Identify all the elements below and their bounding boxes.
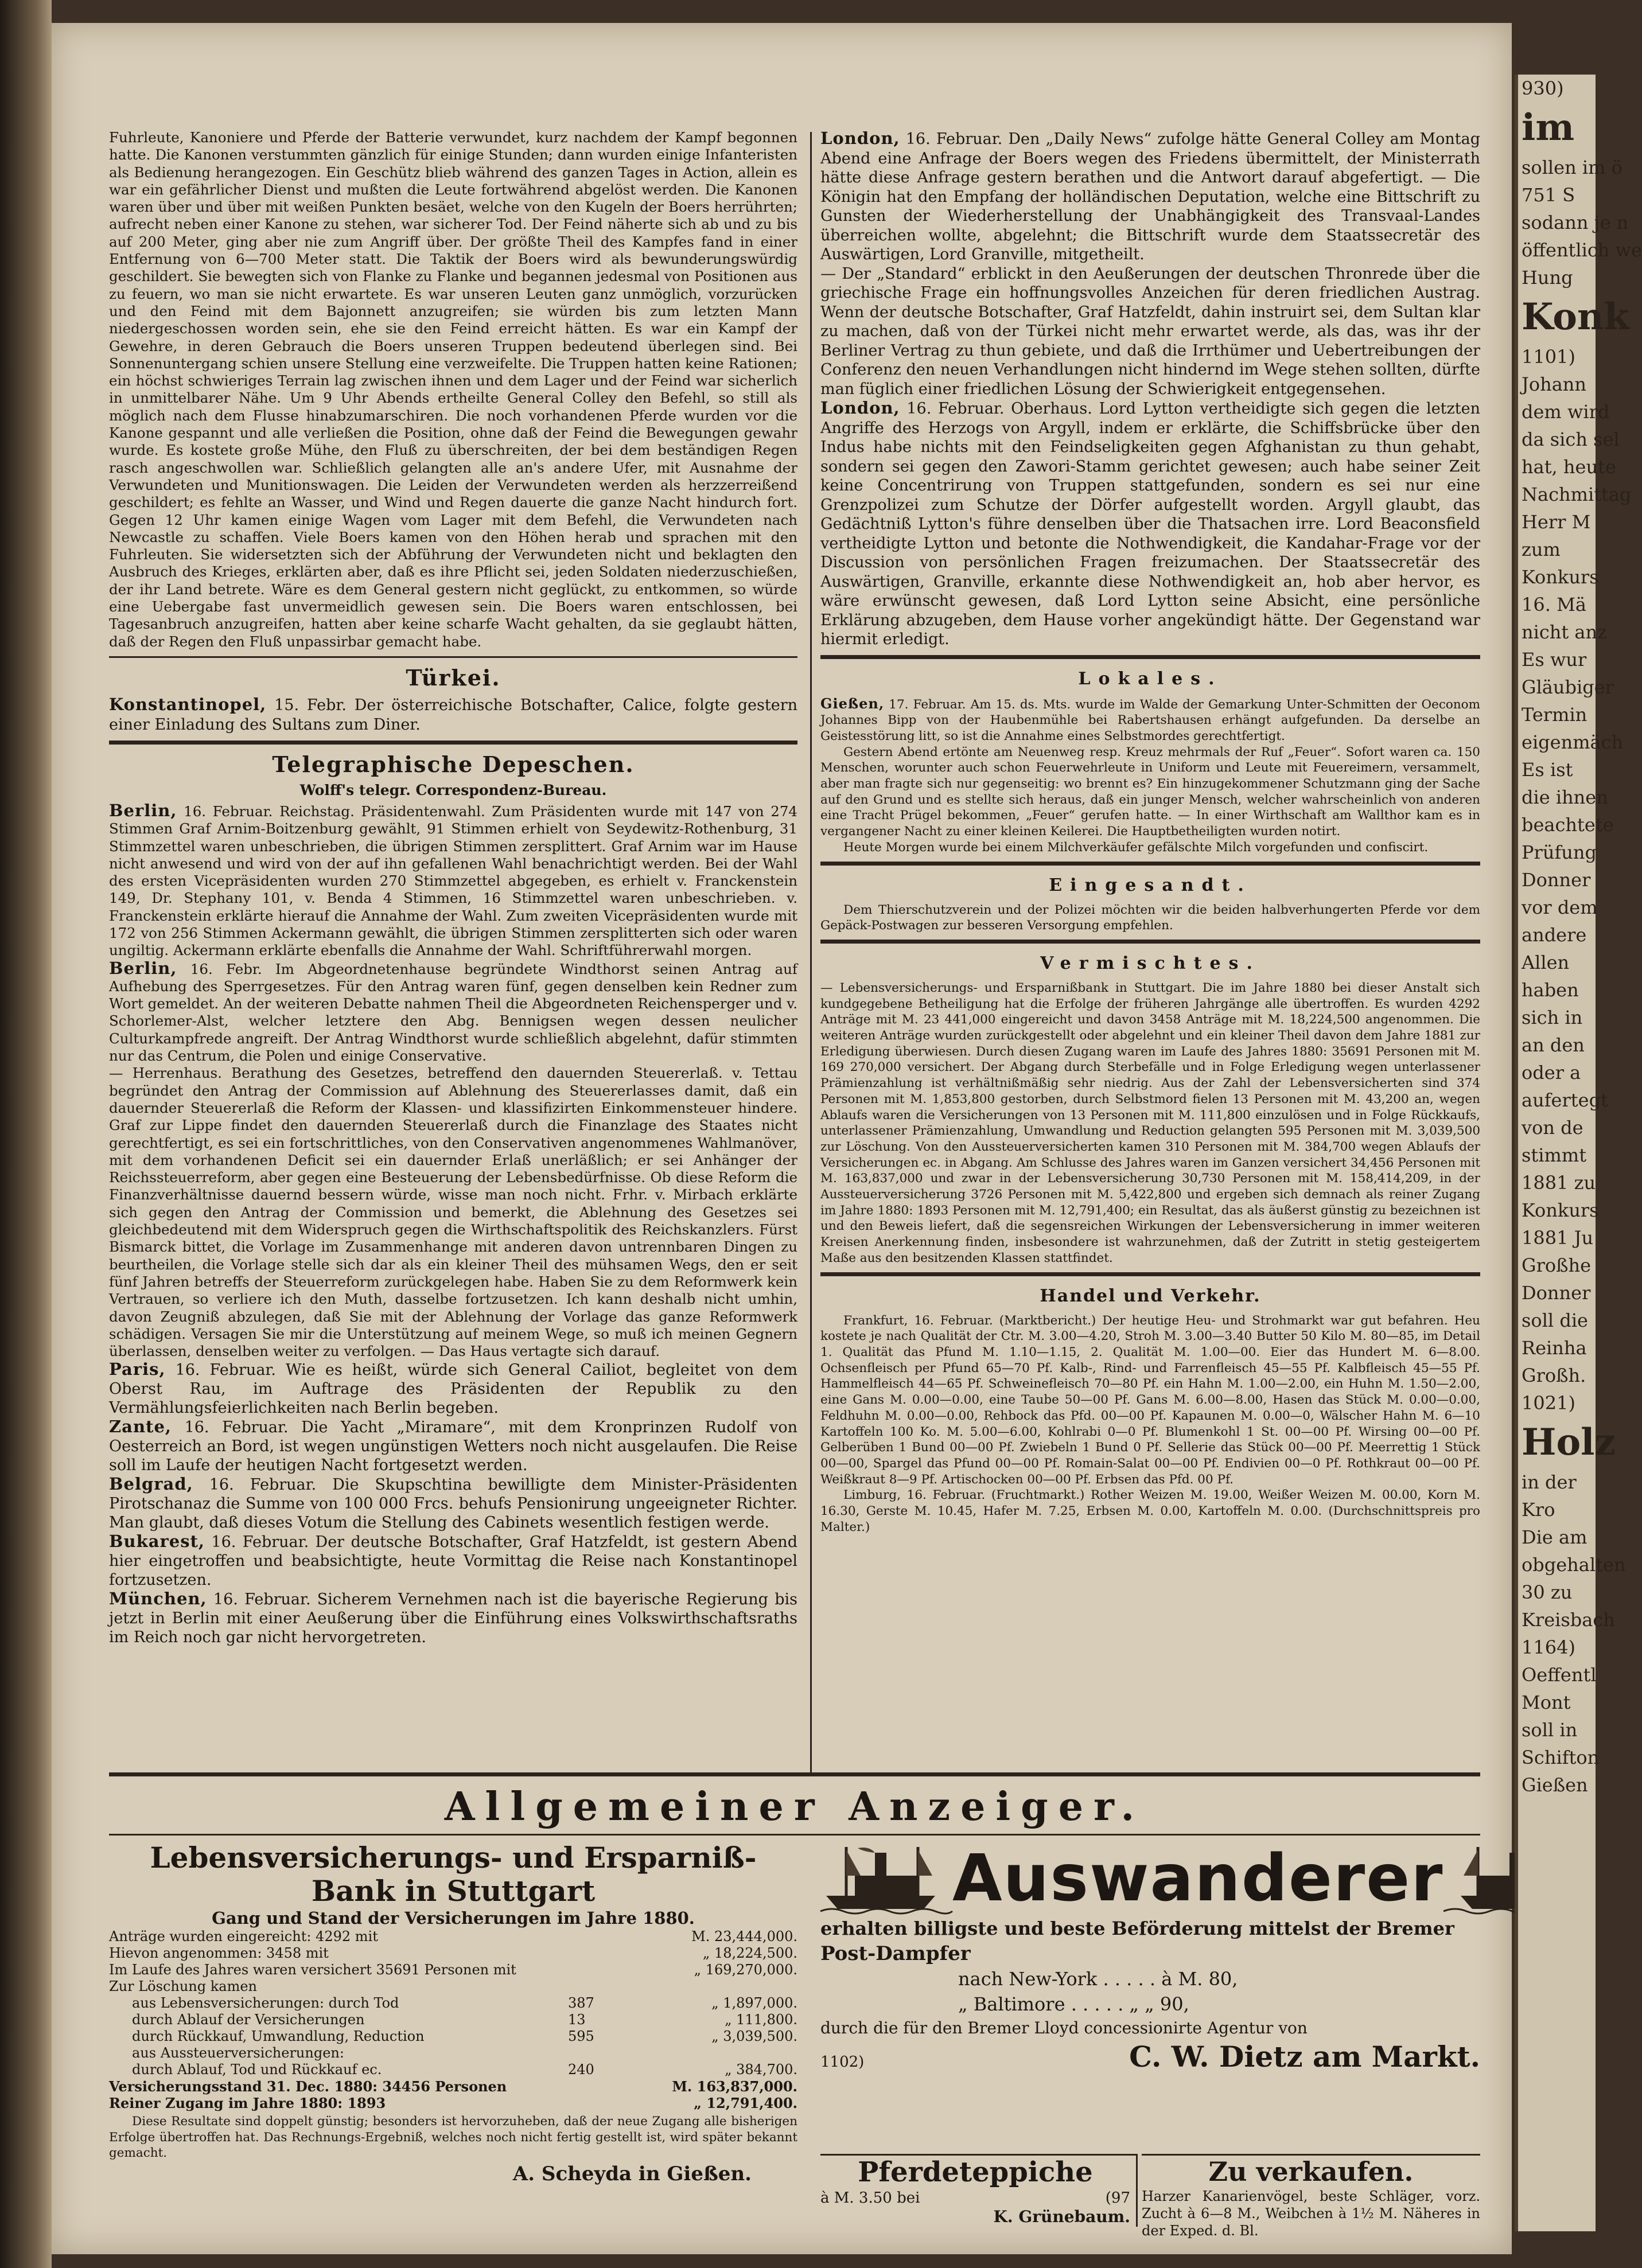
ad-auswanderer-header [820,1841,1480,1916]
dispatch-london-standard: — Der „Standard“ erblickt in den Aeußerungen der deutschen Thronrede über die griechische Frage ein hoffnungsvolles Anzeichen für deren friedlichen Austrag. Wenn der deutsche Botschafter, Graf Hatzfeldt, dahin instruirt sei, dem Sultan klar zu machen, daß von der Türkei nicht mehr erwartet werde, als das, was ihr der Berliner Vertrag zu thun gebiete, und daß die Irrthümer und Uebertreibungen der Conferenz den neuen Verhandlungen nicht hindernd im Wege stehen sollten, dürfte man füglich einer friedlichen Lösung der Schwierigkeit entgegensehen. [820,264,1480,398]
adjacent-page-fragment-line: zum [1522,539,1561,560]
ad-zu-verkaufen [1142,2154,1480,2239]
ad-bank-row [109,2045,797,2062]
ad-bank-row [109,1962,797,1978]
ad-bank-row [109,2078,797,2095]
section-rule [109,741,797,745]
ad-bank-row-mid [568,1945,666,1962]
ad-pferde-ref: (97 [1105,2189,1130,2207]
ad-bank-row [109,2028,797,2045]
adjacent-page-fragment-line: öffentlich we [1522,239,1642,261]
ad-bank-row-value: „ 111,800. [725,2012,797,2028]
adjacent-page-fragment-line: Reinha [1522,1337,1587,1359]
adjacent-page-fragment-line: Gießen [1522,1774,1588,1796]
ad-bank-row-label: durch Ablauf, Tod und Rückkauf ec. [132,2062,382,2078]
section-heading-lokales: Lokales. [1078,668,1223,689]
ad-auswanderer-dest2: „ Baltimore . . . . . „ „ 90, [958,1993,1189,2015]
ad-auswanderer [820,1841,1480,2239]
newspaper-page [52,23,1512,2254]
dateline-berlin: Berlin, [109,958,177,978]
dateline-zante: Zante, [109,1417,172,1437]
ad-bank-row-label: Reiner Zugang im Jahre 1880: 1893 [109,2095,386,2111]
ad-bank-row [109,1928,797,1945]
ad-lebensversicherung [109,1841,797,2187]
dateline-berlin: Berlin, [109,800,177,820]
adjacent-page-fragment-line: 30 zu [1522,1581,1573,1603]
ad-auswanderer-line2: Post-Dampfer [820,1942,971,1965]
ad-auswanderer-footer [820,2040,1480,2074]
ad-bank-head2: Bank in Stuttgart [311,1874,596,1908]
adjacent-page-fragment-line: 1881 Ju [1522,1227,1594,1249]
ad-bank-row-label: Versicherungsstand 31. Dec. 1880: 34456 Personen [109,2078,507,2095]
ad-auswanderer-line3: durch die für den Bremer Lloyd concessionirte Agentur von [820,2018,1308,2037]
local-feuer: Gestern Abend ertönte am Neuenweg resp. Kreuz mehrmals der Ruf „Feuer“. Sofort waren ca. 150 Menschen, worunter auch schon Feuerwehrleute in Uniform und Leute mit Feuereimern, versammelt, aber man fragte sich nur gegenseitig: wo brennt es? Ein hinzugekommener Schutzmann ging der Sache auf den Grund und es stellte sich heraus, daß ein junger Mensch, welcher wahrscheinlich von anderen eine Tracht Prügel bekommen, „Feuer“ gerufen hatte. — In einer Wirthschaft am Wallthor kam es in vergangener Nacht zu einer kleinen Keilerei. Die Hauptbetheiligten wurden notirt. [820,745,1480,839]
section-subheading-wolff: Wolff's telegr. Correspondenz-Bureau. [299,781,607,798]
adjacent-page-fragment-line: aufertegt [1522,1089,1608,1111]
ad-pferde-price: à M. 3.50 bei [820,2189,920,2207]
adjacent-page-fragment-line: 751 S [1522,184,1575,206]
ad-bank-row [109,2095,797,2111]
adjacent-page-fragment-line: 1164) [1522,1636,1575,1658]
ad-bank-row-value: „ 1,897,000. [711,1995,797,2011]
ad-bank-footer: Diese Resultate sind doppelt günstig; besonders ist hervorzuheben, daß der neue Zugang alle bisherigen Erfolge übertroffen hat. Das Rechnungs-Ergebniß, welches noch nicht fertig gestellt ist, wird später bekannt gemacht. [109,2114,797,2161]
ad-bank-row-label: durch Rückkauf, Umwandlung, Reduction [132,2028,425,2044]
dateline-paris: Paris, [109,1359,166,1379]
ad-bank-row-value: M. 23,444,000. [691,1928,797,1944]
adjacent-page-fragment-line: sodann je n [1522,212,1629,233]
advertisement-section [109,1767,1480,2243]
ad-bank-row-value: „ 12,791,400. [694,2095,797,2111]
ad-bank-row-mid: 240 [568,2062,594,2078]
adjacent-page-fragment-line: andere [1522,924,1587,946]
section-heading-vermischtes: Vermischtes. [1040,953,1260,973]
ad-bank-row [109,1945,797,1962]
dispatch-belgrad: Belgrad, 16. Februar. Die Skupschtina bewilligte dem Minister-Präsidenten Pirotschanaz die Summe von 100 000 Frcs. behufs Pensionirung ungeeigneter Richter. Man glaubt, daß dieses Votum die Stellung des Cabinets wesentlich festigen werde. [109,1474,797,1532]
adjacent-page-fragment-line: obgehalten [1522,1554,1626,1576]
section-rule [820,655,1480,659]
ad-bank-row-label: Hievon angenommen: 3458 mit [109,1945,329,1961]
ad-bank-row-value: „ 18,224,500. [702,1945,797,1961]
dateline-bukarest: Bukarest, [109,1532,205,1552]
local-giessen: Gießen, 17. Februar. Am 15. ds. Mts. wurde im Walde der Gemarkung Unter-Schmitten der Oeconom Johannes Bipp von der Haubenmühle bei Rabertshausen erhängt aufgefunden. Da derselbe an Geistesstörung litt, so ist die Annahme eines Selbstmordes gerechtfertigt. [820,695,1480,743]
adjacent-page-text [1518,75,1642,1799]
adjacent-page-fragment-line: Mont [1522,1692,1571,1713]
adjacent-page-fragment-line: 16. Mä [1522,594,1586,615]
adjacent-page-fragment-line: Prüfung [1522,841,1597,863]
dateline-konstantinopel: Konstantinopel, [109,694,267,714]
ad-bank-row-mid [568,2095,666,2111]
ad-verkaufen-text: Harzer Kanarienvögel, beste Schläger, vorz. Zucht à 6—8 M., Weibchen à 1½ M. Näheres in der Exped. d. Bl. [1142,2188,1480,2239]
ad-bank-row-mid: 13 [568,2012,586,2028]
adjacent-page-fragment-line: Holz [1522,1421,1616,1464]
section-rule [109,656,797,658]
article-transvaal-continued: Fuhrleute, Kanoniere und Pferde der Batterie verwundet, kurz nachdem der Kampf begonnen hatte. Die Kanonen verstummten gänzlich für einige Stunden; dann wurden einige Infanteristen als Bedienung herangezogen. Ein Geschütz blieb während des ganzen Tages in Action, allein es war ein gefährlicher Dienst und mußten die Leute fortwährend abgelöst werden. Die Kanonen waren über und über mit weißen Punkten besäet, welche von den Kugeln der Boers herrührten; aufrecht neben einer Kanone zu stehen, war sicherer Tod. Der Feind näherte sich ab und zu bis auf 200 Meter, ging aber nie zum Angriff über. Der größte Theil des Kampfes fand in einer Entfernung von 6—700 Meter statt. Die Taktik der Boers wird als bewunderungswürdig geschildert. Sie bewegten sich von Flanke zu Flanke und begannen jedesmal von Positionen aus zu feuern, wo man sie nicht erwartete. Es war unseren Leuten ganz unmöglich, vorzurücken und den Feind mit dem Bajonnett anzugreifen; sie würden bis zum letzten Mann niedergeschossen worden sein, ehe sie den Feind erreicht hätten. Es war ein Kampf der Gewehre, in deren Gebrauch die Boers unseren Truppen bedeutend überlegen sind. Bei Sonnenuntergang schien unsere Stellung eine verzweifelte. Die Truppen hatten keine Rationen; ein höchst schwieriges Terrain lag zwischen ihnen und dem Lager und der Feind war sicherlich in unmittelbarer Nähe. Um 9 Uhr Abends ertheilte General Colley den Befehl, so still als möglich nach dem Flusse hinabzumarschiren. Die noch vorhandenen Pferde wurden vor die Kanone gespannt und alle verließen die Position, ohne daß der Feind die Bewegungen gewahr wurde. Es kostete große Mühe, den Fluß zu überschreiten, der bei dem beständigen Regen rasch angeschwollen war. Schließlich gelangten alle an's andere Ufer, mit Ausnahme der Verwundeten und Munitionswagen. Die Leiden der Verwundeten werden als herzzerreißend geschildert; es fehlte an Wasser, und Wind und Regen dauerte die ganze Nacht hindurch fort. Gegen 12 Uhr kamen einige Wagen vom Lager mit dem Befehl, die Verwundeten nach Newcastle zu schaffen. Viele Boers kamen von den Höhen herab und sprachen mit den Fuhrleuten. Sie widersetzten sich der Abführung der Verwundeten nicht und beklagten den Ausbruch des Krieges, erklärten aber, daß es ihre Pflicht sei, jeden Soldaten niederzuschießen, der ihr Land betrete. Wäre es dem General gestern nicht geglückt, zu entkommen, so würde eine Uebergabe fast unvermeidlich gewesen sein. Die Boers waren entschlossen, bei Tagesanbruch anzugreifen, hatten aber keine scharfe Wacht gehalten, da sie geglaubt hätten, daß der Regen den Fluß unpassirbar gemacht habe. [109,129,797,650]
adjacent-page-fragment-line: an den [1522,1034,1585,1056]
dispatch-berlin-reichstag: Berlin, 16. Februar. Reichstag. Präsidentenwahl. Zum Präsidenten wurde mit 147 von 274 Stimmen Graf Arnim-Boitzenburg gewählt, 91 Stimmen erhielt von Seydewitz-Rothenburg, 31 Stimmzettel waren unbeschrieben, die übrigen Stimmen zersplittert. Graf Arnim war im Hause nicht anwesend und wird von der auf ihn gefallenen Wahl benachrichtigt werden. Bei der Wahl des ersten Vicepräsidenten wurden 270 Stimmzettel abgegeben, es erhielt v. Franckenstein 149, Dr. Stephany 101, v. Benda 4 Stimmen, 16 Stimmzettel waren unbeschrieben. v. Franckenstein erklärte hierauf die Annahme der Wahl. Zum zweiten Vicepräsidenten wurde mit 172 von 256 Stimmen Ackermann gewählt, die übrigen Stimmen zersplitterten sich oder waren ungiltig. Ackermann erklärte ebenfalls die Annahme der Wahl. Schriftführerwahl morgen. [109,800,797,959]
adjacent-page-fragment-line: Donner [1522,869,1591,891]
adjacent-page-fragment-line: Termin [1522,704,1587,726]
dispatch-herrenhaus: — Herrenhaus. Berathung des Gesetzes, betreffend den dauernden Steuererlaß. v. Tettau begründet den Antrag der Commission auf Ablehnung des Steuererlasses damit, daß ein dauernder Steuererlaß die Reform der Klassen- und klassifizirten Einkommensteuer hindere. Graf zur Lippe findet den dauernden Steuererlaß durch die Finanzlage des Staates nicht gerechtfertigt, es sei ein fortschrittliches, von den Conservativen angenommenes Wahlmanöver, mit dem vorhandenen Deficit sei ein dauernder Erlaß unerläßlich; er sei Anhänger der Reichssteuerreform, aber gegen eine Besteuerung der Lebensbedürfnisse. Ob diese Reform die Finanzverhältnisse dauernd bessern würde, wisse man noch nicht. Frhr. v. Mirbach erklärte sich gegen den Antrag der Commission und bemerkt, die Ablehnung des Gesetzes sei gleichbedeutend mit dem Widerspruch gegen die Wirthschaftspolitik des Reichskanzlers. Fürst Bismarck bittet, die Vorlage im Zusammenhange mit anderen davon untrennbaren Dingen zu beurtheilen, die Vorlage stelle sich dar als ein kleiner Theil des mühsamen Wegs, den er seit fünf Jahren betreffs der Steuerreform zurückgelegen habe. Haben Sie zu dem Reformwerk kein Vertrauen, so verliere ich den Muth, dasselbe fortzusetzen. Ich kann deshalb nicht umhin, davon Zeugniß abzulegen, daß Sie mit der Ablehnung der Vorlage das ganze Reformwerk schädigen. Versagen Sie mir die Unterstützung auf meinem Wege, so muß ich meinen Gegnern überlassen, denselben weiter zu verfolgen. — Das Haus vertagte sich darauf. [109,1065,797,1360]
ad-bank-agent: A. Scheyda in Gießen. [512,2162,752,2186]
scan-binding-edge [0,0,52,2268]
section-heading-handel: Handel und Verkehr. [1040,1285,1261,1306]
ad-pferde-seller: K. Grünebaum. [993,2207,1130,2226]
section-rule [820,1272,1480,1276]
ad-bank-row-value: „ 384,700. [725,2062,797,2078]
section-rule [109,1834,1480,1836]
ad-auswanderer-line1: erhalten billigste und beste Beförderung mittelst der Bremer [820,1918,1454,1939]
adjacent-page-fragment-line: Allen [1522,952,1570,973]
dateline-giessen: Gießen, [820,695,885,712]
adjacent-page-fragment-line: haben [1522,979,1579,1001]
section-rule [820,862,1480,866]
adjacent-page-fragment-line: im [1522,106,1575,149]
local-milch: Heute Morgen wurde bei einem Milchverkäufer gefälschte Milch vorgefunden und confiscirt. [843,840,1429,855]
ad-pferde-price-row [820,2189,1130,2207]
ad-bank-row [109,1978,797,1995]
adjacent-page-fragment-line: 1101) [1522,346,1575,368]
adjacent-page-fragment-line: dem wird [1522,401,1610,423]
ad-bank-row-value [666,1978,797,1995]
adjacent-page-fragment-line: Kro [1522,1499,1555,1521]
dispatch-zante: Zante, 16. Februar. Die Yacht „Miramare“, mit dem Kronprinzen Rudolf von Oesterreich an Bord, ist wegen ungünstigen Wetters noch nicht ausgelaufen. Die Reise soll im Laufe der heutigen Nacht fortgesetzt werden. [109,1417,797,1475]
ad-bank-row-mid [568,2045,666,2062]
adjacent-page-fragment-line: von de [1522,1117,1583,1139]
adjacent-page-fragment-line: Es wur [1522,649,1587,671]
ad-bank-row-label: aus Aussteuerversicherungen: [132,2045,344,2061]
adjacent-page-fragment-line: Gläubiger [1522,676,1614,698]
section-heading-eingesandt: Eingesandt. [1049,875,1252,895]
adjacent-page-fragment-line: Konkurs [1522,1199,1599,1221]
dispatch-paris: Paris, 16. Februar. Wie es heißt, würde sich General Cailiot, begleitet von dem Oberst Rau, im Auftrage des Präsidenten der Republik zu den Vermählungsfeierlichkeiten nach Berlin begeben. [109,1359,797,1417]
ad-bank-row-mid [568,1978,666,1995]
adjacent-page-fragment-line: eigenmäch [1522,731,1624,753]
ad-bank-row-mid [568,1962,666,1978]
ad-bank-row [109,2012,797,2028]
adjacent-page-fragment-line: 930) [1522,77,1564,99]
dateline-muenchen: München, [109,1589,207,1609]
adjacent-page-fragment-line: Es ist [1522,759,1573,781]
ad-bank-row-value: „ 169,270,000. [694,1962,797,1978]
ad-pferde-title: Pferdeteppiche [858,2156,1093,2188]
adjacent-page-fragment-line: Nachmittag [1522,484,1632,505]
ad-bank-row-label: Anträge wurden eingereicht: 4292 mit [109,1928,378,1944]
dispatch-berlin-abgeordnetenhaus: Berlin, 16. Febr. Im Abgeordnetenhause begründete Windthorst seinen Antrag auf Aufhebung des Sperrgesetzes. Für den Antrag waren fünf, gegen denselben kein Redner zum Wort gemeldet. An der weiteren Debatte nahmen Theil die Abgeordneten Reichensperger und v. Schorlemer-Alst, welcher letztere den Abg. Bennigsen wegen dessen neulicher Culturkampfrede angreift. Der Antrag Windthorst wurde schließlich abgelehnt, dafür stimmten nur das Centrum, die Polen und einige Conservative. [109,958,798,1065]
dispatch-bukarest: Bukarest, 16. Februar. Der deutsche Botschafter, Graf Hatzfeldt, ist gestern Abend hier eingetroffen und beabsichtigte, heute Vormittag die Reise nach Konstantinopel fortzusetzen. [109,1532,797,1589]
adjacent-page-fragment-line: beachtete [1522,814,1614,836]
section-heading-tuerkei: Türkei. [406,664,501,691]
adjacent-page-fragment-line: Johann [1522,373,1586,395]
dispatch-muenchen: München, 16. Februar. Sicherem Vernehmen nach ist die bayerische Regierung bis jetzt in Berlin mit einer Aeußerung über die Einführung eines Volkswirthschaftsraths im Reich noch gar nicht hervorgetreten. [109,1589,797,1647]
ad-bank-row [109,1995,797,2012]
handel-limburg: Limburg, 16. Februar. (Fruchtmarkt.) Rother Weizen M. 19.00, Weißer Weizen M. 00.00, Korn M. 16.30, Gerste M. 10.45, Hafer M. 7.25, Erbsen M. 0.00, Kartoffeln M. 0.00. (Durchschnittspreis pro Malter.) [820,1488,1480,1534]
adjacent-page-fragment-line: Schifton [1522,1747,1600,1768]
article-konstantinopel: Konstantinopel, 15. Febr. Der österreichische Botschafter, Calice, folgte gestern einer Einladung des Sultans zum Diner. [109,694,798,734]
section-rule [820,940,1480,944]
adjacent-page-fragment-line: hat, heute [1522,456,1616,478]
adjacent-page-fragment-line: in der [1522,1471,1577,1493]
ad-auswanderer-ref: 1102) [820,2053,865,2071]
left-column [109,129,797,1647]
ad-bank-row-mid: 387 [568,1995,594,2011]
adjacent-page-fragment-line: vor dem [1522,897,1598,918]
ad-bank-row-mid [568,1928,666,1945]
column-divider [810,132,812,1772]
ad-bank-row-label: Im Laufe des Jahres waren versichert 35691 Personen mit [109,1962,516,1978]
ad-verkaufen-title: Zu verkaufen. [1208,2156,1414,2187]
adjacent-page-fragment-line: oder a [1522,1062,1581,1084]
adjacent-page-fragment-line: Die am [1522,1526,1587,1548]
steamship-icon [820,1841,952,1916]
adjacent-page-fragment-line: sich in [1522,1007,1583,1028]
right-column [820,129,1480,1535]
adjacent-page-fragment-line: stimmt [1522,1144,1587,1166]
ad-auswanderer-dest1: nach New-York . . . . . à M. 80, [958,1968,1238,1990]
adjacent-page-fragment-line: Großhe [1522,1254,1592,1276]
ad-bank-row-value [666,2045,797,2062]
ad-bank-row-label: durch Ablauf der Versicherungen [132,2012,365,2028]
adjacent-page-fragment-line: sollen im ö [1522,157,1622,178]
adjacent-page-fragment-line: soll in [1522,1719,1578,1741]
section-rule [109,1772,1480,1776]
adjacent-page-fragment-line: 1881 zu [1522,1172,1596,1194]
ad-auswanderer-title: Auswanderer [952,1841,1444,1916]
adjacent-page-fragment-line: Hung [1522,267,1573,289]
adjacent-page-fragment-line: Kreisbach [1522,1609,1615,1631]
section-heading-telegraphische-depeschen: Telegraphische Depeschen. [272,751,635,777]
handel-frankfurt: Frankfurt, 16. Februar. (Marktbericht.) Der heutige Heu- und Strohmarkt war gut befahren. Heu kostete je nach Qualität der Ctr. M. 3.00—4.20, Stroh M. 3.00—3.40 Butter 50 Kilo M. 80—85, im Detail 1. Qualität das Pfund M. 1.10—1.15, 2. Qualität M. 1.00—00. Eier das Hundert M. 6—8.00. Ochsenfleisch per Pfund 65—70 Pf. Kalb-, Rind- und Farrenfleisch 45—55 Pf. Kalbfleisch 45—55 Pf. Hammelfleisch 44—65 Pf. Schweinefleisch 70—80 Pf. ein Hahn M. 1.00—2.00, ein Huhn M. 1.50—2.00, eine Gans M. 0.00—0.00, eine Taube 50—00 Pf. Gans M. 6.00—8.00, Hasen das Stück M. 0.00—0.00, Feldhuhn M. 0.00—0.00, Rehbock das Pfd. 00—00 Pf. Kapaunen M. 0.00—0, Wälscher Hahn M. 6—10 Kartoffeln 100 Ko. M. 5.00—6.00, Kohlrabi 0—0 Pf. Blumenkohl 1 St. 00—00 Pf. Wirsing 00—00 Pf. Gelberüben 1 Bund 00—00 Pf. Zwiebeln 1 Bund 0 Pf. Sellerie das Stück 00—00 Pf. Meerrettig 1 Stück 00—00, Spargel das Pfund 00—00 Pf. Romain-Salat 00—00 Pf. Endivien 00—0 Pf. Rothkraut 00—00 Pf. Weißkraut 8—9 Pf. Artischocken 00—00 Pf. Erbsen das Pfd. 00 Pf. [820,1313,1480,1487]
adjacent-page-fragment-line: Donner [1522,1282,1591,1304]
adjacent-page-fragment-line: die ihnen [1522,786,1608,808]
adjacent-page-fragment-line: Großh. [1522,1365,1586,1386]
adjacent-page-fragment-line: Oeffentl [1522,1664,1597,1686]
dateline-belgrad: Belgrad, [109,1474,193,1494]
ad-bank-head1: Lebensversicherungs- und Ersparniß- [150,1841,757,1875]
vermischtes-text: — Lebensversicherungs- und Ersparnißbank in Stuttgart. Die im Jahre 1880 bei dieser Anstalt sich kundgegebene Betheiligung hat die Erfolge der früheren Jahrgänge alle übertroffen. Es wurden 4292 Anträge mit M. 23 441,000 eingereicht und davon 3458 Anträge mit M. 18,224,500 angenommen. Die weiteren Anträge wurden zurückgestellt oder abgelehnt und ein kleiner Theil davon dem Jahre 1881 zur Erledigung überwiesen. Durch diesen Zugang waren im Laufe des Jahres 1880: 35691 Personen mit M. 169 270,000 versichert. Der Abgang durch Sterbefälle und in Folge Erledigung wegen unterlassener Prämienzahlung ist verhältnißmäßig sehr niedrig. Aus der Zahl der Lebensversicherten sind 374 Personen mit M. 1,853,800 gestorben, durch Selbstmord fielen 13 Personen mit M. 43,200 an, wegen Ablaufs waren die Versicherungen von 13 Personen mit M. 111,800 einzulösen und in Folge Rückkaufs, unterlassener Prämienzahlung, Umwandlung und Reduction gelangten 595 Personen mit M. 3,039,500 zur Löschung. Von den Aussteuerversicherten kamen 310 Personen mit M. 384,700 wegen Ablaufs der Versicherungen ec. in Abgang. Am Schlusse des Jahres waren im Ganzen versichert 34,456 Personen mit M. 163,837,000 und zwar in der Lebensversicherung 30,730 Personen mit M. 158,414,209, in der Aussteuerversicherung 3726 Personen mit M. 5,422,800 und ergeben sich demnach als reiner Zugang im Jahre 1880: 1893 Personen mit M. 12,791,400; ein Resultat, das als äußerst günstig zu bezeichnen ist und den Beweis liefert, daß die segensreichen Wirkungen der Lebensversicherung in immer weiteren Kreisen Anerkennung finden, insbesondere ist wahrzunehmen, daß der Zutritt in stetig gesteigertem Maße aus den besitzenden Klassen stattfindet. [820,980,1480,1265]
ad-bank-row-label: aus Lebensversicherungen: durch Tod [132,1995,399,2011]
adjacent-page-fragment-line: 1021) [1522,1392,1575,1414]
dateline-london: London, [820,398,900,418]
adjacent-page-fragment-line: da sich sel [1522,428,1620,450]
ad-bank-row [109,2062,797,2078]
ad-bank-row-mid: 595 [568,2028,594,2044]
adjacent-page-fragment [1515,75,1642,2231]
ad-bank-sub: Gang und Stand der Versicherungen im Jahre 1880. [212,1908,695,1928]
adjacent-page-fragment-line: soll die [1522,1310,1588,1331]
eingesandt-text: Dem Thierschutzverein und der Polizei möchten wir die beiden halbverhungerten Pferde vor dem Gepäck-Postwagen zur besseren Versorgung empfehlen. [820,902,1480,933]
ads-container [109,1841,1480,2243]
dispatch-london-oberhaus: London, 16. Februar. Oberhaus. Lord Lytton vertheidigte sich gegen die letzten Angriffe des Herzogs von Argyll, indem er erklärte, die Schiffsbrücke über den Indus habe nichts mit den Feindseligkeiten gegen Afghanistan zu thun gehabt, sondern sei gegen den Zawori-Stamm gerichtet gewesen; auch habe seiner Zeit keine Concentrirung von Truppen stattgefunden, sondern es sei nur eine Grenzpolizei zum Schutze der Dörfer aufgestellt worden. Argyll glaubt, das Gedächtniß Lytton's führe denselben über die Thatsachen irre. Lord Beaconsfield vertheidigte Lytton und betonte die Nothwendigkeit, die Kandahar-Frage vor der Discussion von persönlichen Fragen freizumachen. Der Staatssecretär des Auswärtigen, Granville, erkannte diese Nothwendigkeit an, hob aber hervor, es wäre erwünscht gewesen, daß Lord Lytton seine Absicht, eine persönliche Erklärung abzugeben, dem Hause vorher angekündigt hätte. Der Gegenstand war hiermit erledigt. [820,398,1480,648]
ad-bank-row-label: Zur Löschung kamen [109,1978,258,1994]
dateline-london: London, [820,128,900,148]
adjacent-page-fragment-line: Herr M [1522,511,1591,533]
ad-auswanderer-agent: C. W. Dietz am Markt. [1129,2040,1480,2074]
adjacent-page-fragment-line: nicht anz [1522,621,1607,643]
adjacent-page-fragment-line: Konkurs [1522,566,1599,588]
adjacent-page-fragment-line: Konk [1522,295,1629,338]
ad-bank-table [109,1928,797,2111]
anzeiger-title: Allgemeiner Anzeiger. [444,1784,1145,1830]
ad-pferdeteppiche [820,2154,1138,2227]
ad-bank-row-value: „ 3,039,500. [711,2028,797,2044]
dispatch-london-daily-news: London, 16. Februar. Den „Daily News“ zufolge hätte General Colley am Montag Abend eine Anfrage der Boers wegen des Friedens übermittelt, der Ministerrath hätte diese Anfrage gestern berathen und die Antwort darauf abgefertigt. — Die Königin hat den Empfang der holländischen Deputation, welche eine Bittschrift zu Gunsten der Wiederherstellung der Unabhängigkeit des Transvaal-Landes überreichen wollte, abgelehnt; die Bittschrift wurde dem Staatssecretär des Auswärtigen, Lord Granville, mitgetheilt. [820,128,1480,263]
ad-bank-row-value: M. 163,837,000. [672,2078,797,2095]
ad-bank-row-mid [568,2078,666,2095]
